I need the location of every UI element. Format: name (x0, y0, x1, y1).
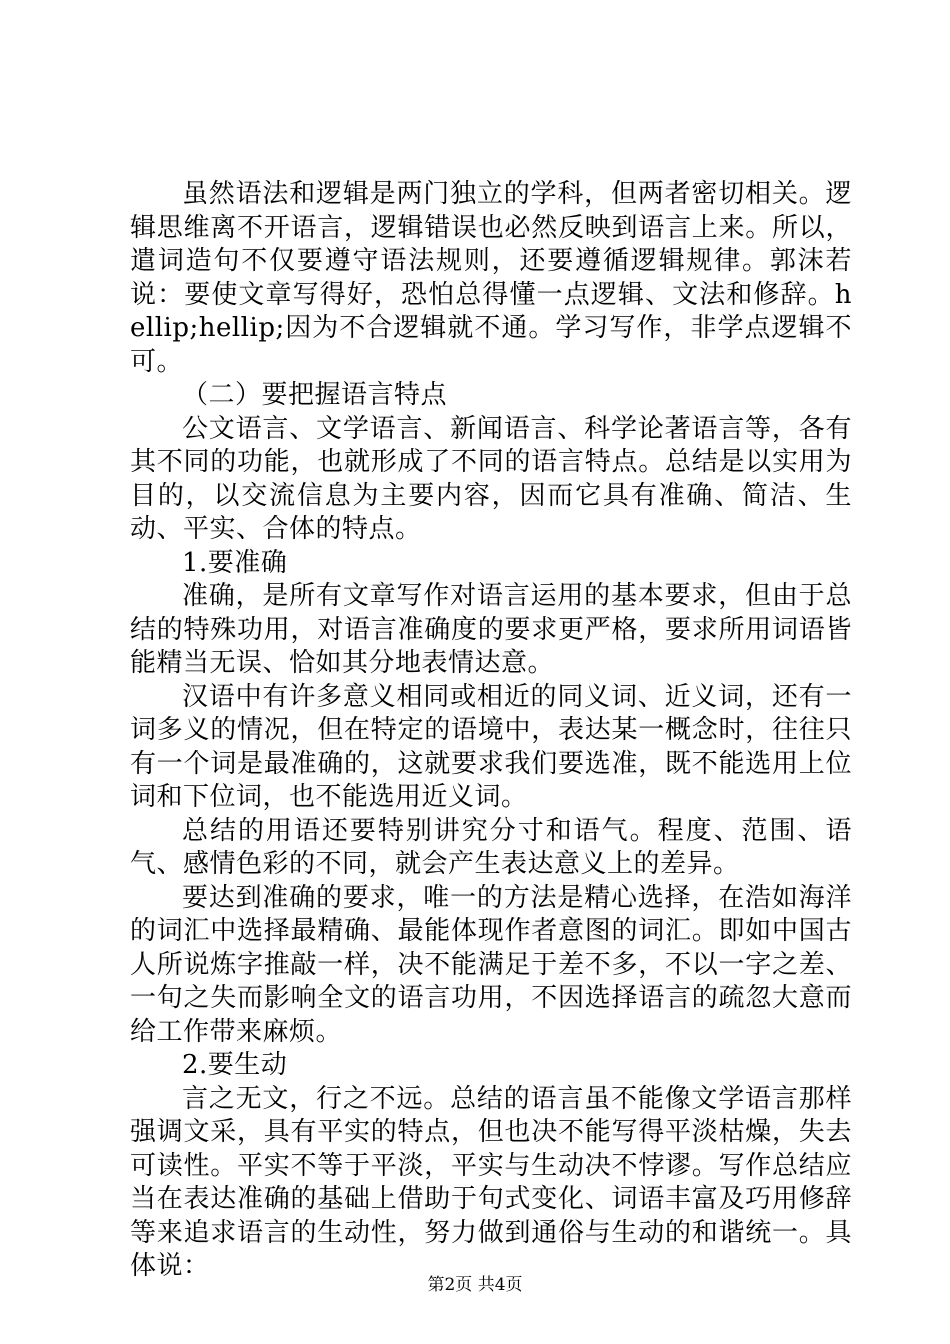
paragraph-word-choice: 要达到准确的要求，唯一的方法是精心选择，在浩如海洋的词汇中选择最精确、最能体现作者意图的词汇。即如中国古人所说炼字推敲一样，决不能满足于差不多，不以一字之差、一句之失而影响全文的语言功用，不因选择语言的疏忽大意而给工作带来麻烦。 (130, 882, 852, 1047)
body-text (130, 178, 852, 1284)
paragraph-vividness: 言之无文，行之不远。总结的语言虽不能像文学语言那样强调文采，具有平实的特点，但也决不能写得平淡枯燥，失去可读性。平实不等于平淡，平实与生动决不悖谬。写作总结应当在表达准确的基础上借助于句式变化、词语丰富及巧用修辞等来追求语言的生动性，努力做到通俗与生动的和谐统一。具体说： (130, 1083, 852, 1281)
paragraph-language-features: 公文语言、文学语言、新闻语言、科学论著语言等，各有其不同的功能，也就形成了不同的语言特点。总结是以实用为目的，以交流信息为主要内容，因而它具有准确、简洁、生动、平实、合体的特点。 (130, 413, 852, 544)
subheading-vividness: 2.要生动 (182, 1050, 288, 1080)
paragraph-logic-grammar: 虽然语法和逻辑是两门独立的学科，但两者密切相关。逻辑思维离不开语言，逻辑错误也必然反映到语言上来。所以，遣词造句不仅要遵守语法规则，还要遵循逻辑规律。郭沫若说：要使文章写得好，恐怕总得懂一点逻辑、文法和修辞。hellip;hellip;因为不合逻辑就不通。学习写作，非学点逻辑不可。 (130, 179, 852, 377)
page-number-footer: 第2页 共4页 (427, 1275, 523, 1295)
paragraph-accuracy-requirement: 准确，是所有文章写作对语言运用的基本要求，但由于总结的特殊功用，对语言准确度的要求更严格，要求所用词语皆能精当无误、恰如其分地表情达意。 (130, 581, 852, 678)
paragraph-synonyms: 汉语中有许多意义相同或相近的同义词、近义词，还有一词多义的情况，但在特定的语境中，表达某一概念时，往往只有一个词是最准确的，这就要求我们要选准，既不能选用上位词和下位词，也不能选用近义词。 (130, 681, 852, 812)
paragraph-tone: 总结的用语还要特别讲究分寸和语气。程度、范围、语气、感情色彩的不同，就会产生表达意义上的差异。 (130, 815, 852, 879)
subheading-accuracy: 1.要准确 (182, 547, 288, 578)
section-heading-language-features: （二）要把握语言特点 (182, 380, 448, 410)
